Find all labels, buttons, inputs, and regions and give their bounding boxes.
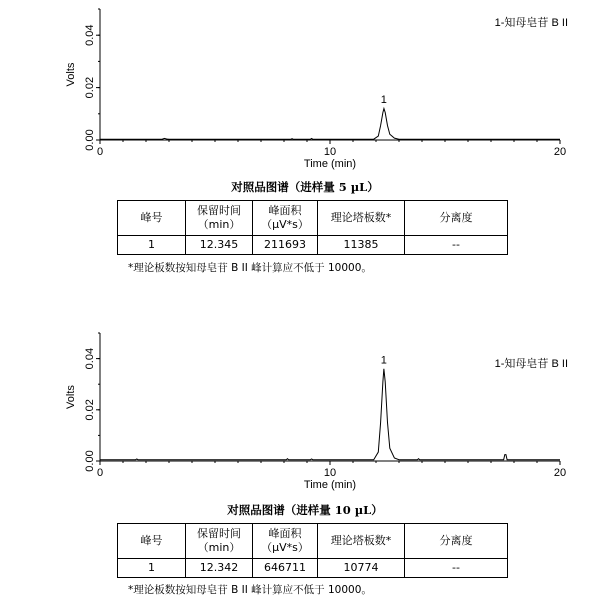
header-retention-time: 保留时间 （min）	[186, 201, 253, 236]
y-tick-label: 0.04	[84, 24, 96, 46]
header-plates: 理论塔板数*	[318, 201, 405, 236]
x-tick-label: 0	[96, 467, 104, 479]
x-axis-label: Time (min)	[303, 479, 357, 491]
cell-peak-no: 1	[118, 236, 186, 255]
header-peak-area: 峰面积 （µV*s）	[253, 524, 318, 559]
legend-label: 1-知母皂苷 B II	[494, 17, 568, 29]
x-tick-label: 10	[323, 146, 337, 158]
header-peak-area: 峰面积 （µV*s）	[253, 201, 318, 236]
table-row	[118, 236, 508, 255]
header-retention-time: 保留时间 （min）	[186, 524, 253, 559]
cell-peak-no: 1	[118, 559, 186, 578]
x-tick-label: 20	[553, 467, 567, 479]
table-header-row	[118, 201, 508, 236]
footnote-1: *理论板数按知母皂苷 B II 峰计算应不低于 10000。	[128, 262, 372, 274]
header-plates: 理论塔板数*	[318, 524, 405, 559]
x-tick-label: 10	[323, 467, 337, 479]
chromatogram-2	[0, 325, 610, 505]
chart-2-title: 对照品图谱（进样量 10 µL）	[227, 503, 383, 517]
cell-peak-area: 646711	[253, 559, 318, 578]
y-axis-label: Volts	[65, 385, 77, 409]
cell-retention-time: 12.342	[186, 559, 253, 578]
chart-1-title: 对照品图谱（进样量 5 µL）	[231, 180, 379, 194]
y-tick-label: 0.00	[84, 129, 96, 151]
x-tick-label: 20	[553, 146, 567, 158]
header-resolution: 分离度	[405, 201, 508, 236]
cell-resolution: --	[405, 236, 508, 255]
cell-plates: 10774	[318, 559, 405, 578]
y-axis-label: Volts	[65, 62, 77, 87]
table-header-row	[118, 524, 508, 559]
cell-plates: 11385	[318, 236, 405, 255]
footnote-2: *理论板数按知母皂苷 B II 峰计算应不低于 10000。	[128, 584, 372, 596]
series-line	[100, 109, 560, 140]
chromatogram-1	[0, 0, 610, 180]
legend-label: 1-知母皂苷 B II	[494, 358, 568, 370]
series-line	[100, 369, 560, 460]
x-tick-label: 0	[96, 146, 104, 158]
cell-peak-area: 211693	[253, 236, 318, 255]
result-table-2	[117, 523, 508, 578]
y-tick-label: 0.00	[84, 450, 96, 472]
cell-retention-time: 12.345	[186, 236, 253, 255]
header-resolution: 分离度	[405, 524, 508, 559]
peak-label: 1	[380, 354, 387, 367]
y-tick-label: 0.02	[84, 76, 96, 99]
peak-label: 1	[380, 94, 387, 107]
header-peak-no: 峰号	[118, 201, 186, 236]
table-row	[118, 559, 508, 578]
result-table-1	[117, 200, 508, 255]
y-tick-label: 0.02	[84, 399, 96, 421]
x-axis-label: Time (min)	[303, 158, 357, 170]
y-tick-label: 0.04	[84, 347, 96, 370]
cell-resolution: --	[405, 559, 508, 578]
header-peak-no: 峰号	[118, 524, 186, 559]
